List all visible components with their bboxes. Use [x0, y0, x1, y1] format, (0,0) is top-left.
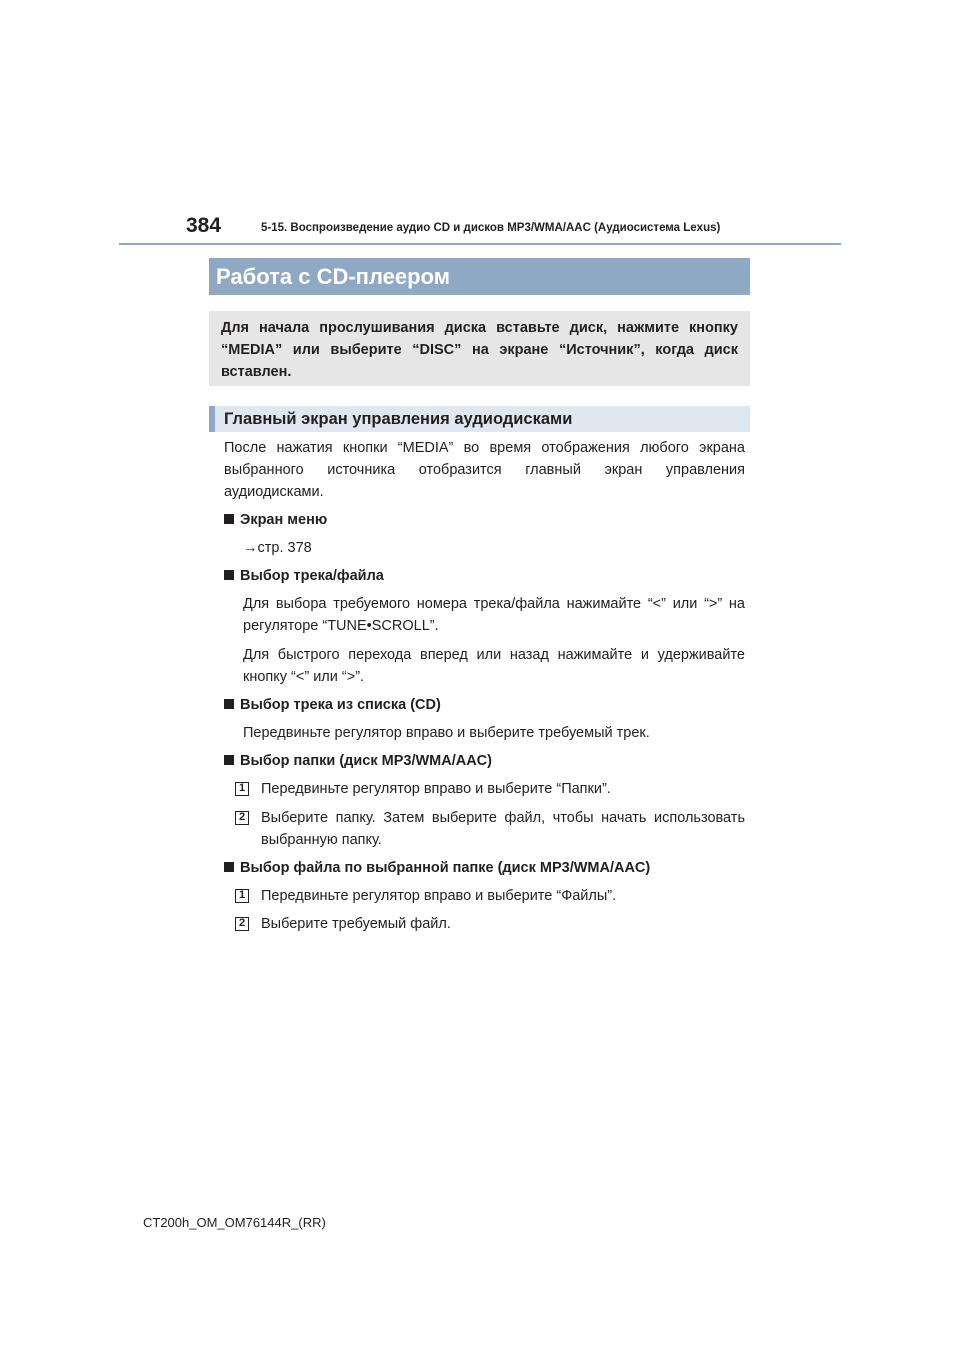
folder-step-1: Передвиньте регулятор вправо и выберите “Папки”. — [261, 781, 611, 797]
step-number-badge: 2 — [235, 811, 249, 825]
document-code: CT200h_OM_OM76144R_(RR) — [143, 1215, 326, 1230]
item-heading-label: Экран меню — [240, 512, 328, 528]
track-list-text: Передвиньте регулятор вправо и выберите требуемый трек. — [243, 725, 650, 741]
item-heading-label: Выбор трека из списка (CD) — [240, 697, 441, 713]
track-select-text-1: Для выбора требуемого номера трека/файла нажимайте “<” или “>” на регуляторе “TUNE•SCROLL”. — [243, 596, 745, 634]
subsection-paragraph: После нажатия кнопки “MEDIA” во время отображения любого экрана выбранного источника отобразится главный экран управления аудиодисками. — [224, 440, 745, 500]
square-bullet-icon — [224, 755, 234, 765]
header-divider — [119, 243, 841, 245]
step-number-badge: 1 — [235, 782, 249, 796]
subsection-title: Главный экран управления аудиодисками — [209, 406, 750, 432]
intro-box: Для начала прослушивания диска вставьте диск, нажмите кнопку “MEDIA” или выберите “DISC” на экране “Источник”, когда диск вставлен. — [209, 311, 750, 386]
step-number-badge: 2 — [235, 917, 249, 931]
square-bullet-icon — [224, 514, 234, 524]
section-title: Работа с CD-плеером — [209, 258, 750, 295]
item-heading-track-list — [224, 694, 441, 716]
item-heading-label: Выбор файла по выбранной папке (диск MP3/WMA/AAC) — [240, 860, 651, 876]
page-reference: →стр. 378 — [243, 540, 312, 556]
page-number: 384 — [186, 214, 222, 237]
step-number-badge: 1 — [235, 889, 249, 903]
item-heading-menu — [224, 509, 327, 531]
running-title: 5-15. Воспроизведение аудио CD и дисков MP3/WMA/AAC (Аудиосистема Lexus) — [261, 222, 721, 234]
item-heading-label: Выбор трека/файла — [240, 568, 384, 584]
square-bullet-icon — [224, 699, 234, 709]
track-select-text-2: Для быстрого перехода вперед или назад нажимайте и удерживайте кнопку “<” или “>”. — [243, 647, 745, 685]
square-bullet-icon — [224, 570, 234, 580]
file-step-2: Выберите требуемый файл. — [261, 916, 451, 932]
item-heading-file-select — [224, 857, 650, 879]
item-heading-track-select — [224, 565, 384, 587]
item-heading-folder-select — [224, 750, 492, 772]
file-step-1: Передвиньте регулятор вправо и выберите “Файлы”. — [261, 888, 617, 904]
item-heading-label: Выбор папки (диск MP3/WMA/AAC) — [240, 753, 492, 769]
folder-step-2: Выберите папку. Затем выберите файл, чтобы начать использовать выбранную папку. — [261, 810, 745, 848]
square-bullet-icon — [224, 862, 234, 872]
